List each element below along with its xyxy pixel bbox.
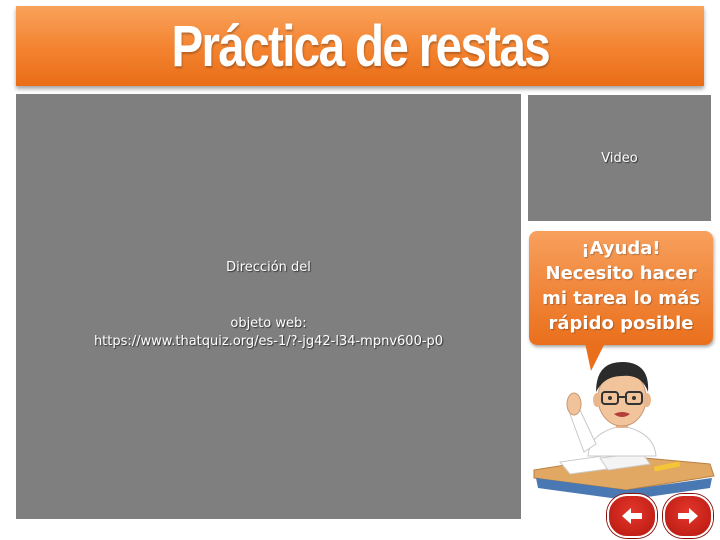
arrow-right-icon	[676, 506, 700, 526]
prev-button[interactable]	[607, 494, 657, 538]
bubble-line: mi tarea lo más	[542, 288, 700, 309]
bubble-line: Necesito hacer	[545, 263, 697, 284]
bubble-line: ¡Ayuda!	[581, 238, 661, 259]
web-object-placeholder[interactable]	[16, 94, 521, 519]
speech-bubble	[529, 231, 713, 345]
web-object-label: Dirección del	[226, 260, 311, 275]
web-object-label-2: objeto web:	[230, 316, 307, 331]
next-button[interactable]	[663, 494, 713, 538]
student-avatar	[530, 352, 716, 502]
arrow-left-icon	[620, 506, 644, 526]
page-title: Práctica de restas	[171, 13, 549, 79]
video-placeholder[interactable]	[528, 95, 711, 221]
title-banner	[16, 6, 704, 86]
video-label: Video	[601, 150, 638, 166]
bubble-line: rápido posible	[548, 313, 694, 334]
web-object-url: https://www.thatquiz.org/es-1/?-jg42-l34-mpnv600-p0	[93, 334, 444, 349]
